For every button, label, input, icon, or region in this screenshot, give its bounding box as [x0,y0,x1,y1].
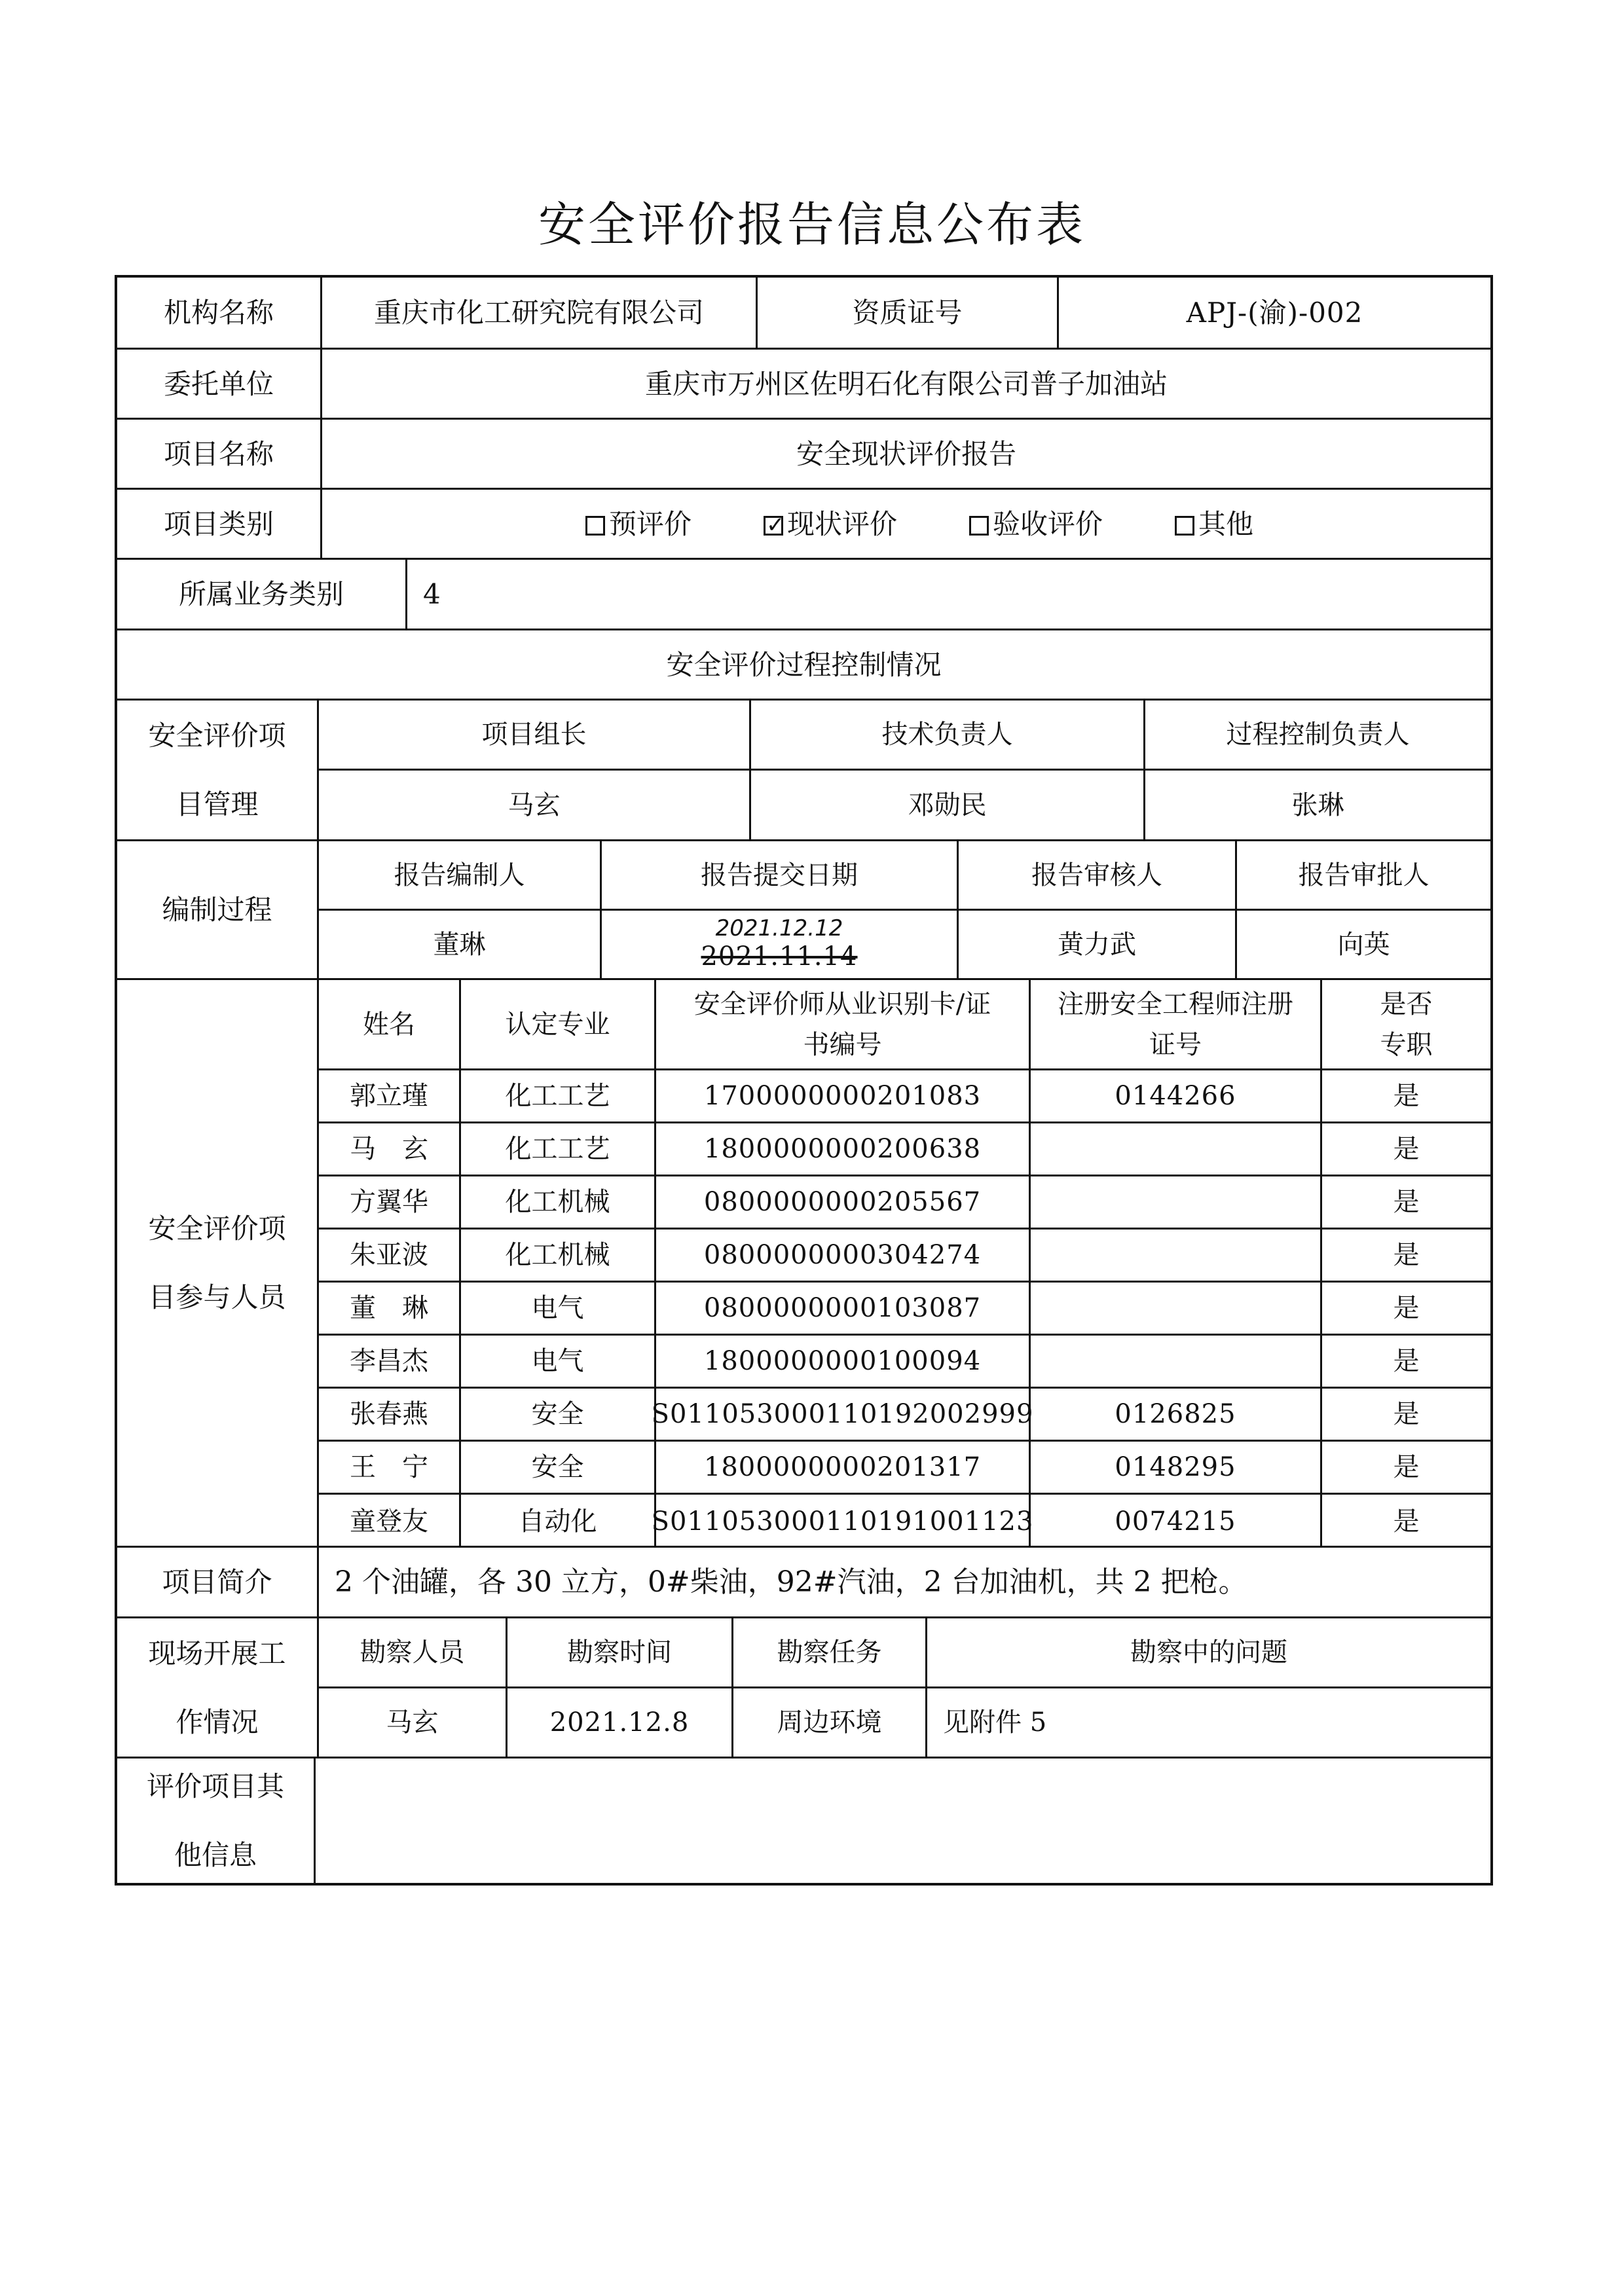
header-registration [1029,980,1320,1070]
header-card [654,980,1029,1070]
checkbox-icon [585,516,605,536]
table-row [317,1070,1490,1123]
site-header: 勘察任务 [731,1618,925,1688]
header-line: 专职 [1380,1029,1433,1060]
header-name: 姓名 [317,980,459,1070]
client-row [117,350,1490,420]
compiler-value: 董琳 [317,911,600,978]
struck-date: 2021.11.14 [701,941,858,972]
compilation-value-row [317,911,1490,978]
approver-value: 向英 [1235,911,1490,978]
participants-header-row [317,980,1490,1070]
other-info-label [117,1758,314,1883]
option-acceptance-evaluation[interactable] [969,503,1103,545]
header-line: 注册安全工程师注册 [1058,989,1293,1019]
management-label [117,701,317,839]
client-value: 重庆市万州区佐明石化有限公司普子加油站 [320,350,1490,418]
participant-name: 郭立瑾 [317,1070,459,1123]
label-line: 安全评价项 [148,720,286,752]
participant-name: 李昌杰 [317,1336,459,1389]
participant-name: 董 琳 [317,1283,459,1336]
participant-full: 是 [1320,1176,1490,1230]
participant-full: 是 [1320,1070,1490,1123]
site-header: 勘察时间 [506,1618,731,1688]
site-label [117,1618,317,1757]
business-category-value: 4 [405,560,1490,629]
management-row [117,701,1490,841]
participant-card: 0800000000103087 [654,1283,1029,1336]
participant-specialty: 化工机械 [459,1176,654,1230]
table-row [317,1123,1490,1176]
option-label: 现状评价 [786,507,897,540]
participant-full: 是 [1320,1389,1490,1442]
participant-name: 童登友 [317,1495,459,1548]
table-row [317,1495,1490,1548]
participant-full: 是 [1320,1283,1490,1336]
header-line: 安全评价师从业识别卡/证 [693,989,991,1019]
participant-name: 朱亚波 [317,1230,459,1283]
header-full-time [1320,980,1490,1070]
compilation-header: 报告审批人 [1235,841,1490,911]
label-line: 评价项目其 [146,1770,284,1802]
header-line: 是否 [1380,989,1433,1019]
participant-card: 1800000000200638 [654,1123,1029,1176]
participant-full: 是 [1320,1123,1490,1176]
site-row [117,1618,1490,1758]
participant-card: 0800000000304274 [654,1230,1029,1283]
table-row [317,1230,1490,1283]
reviewer-value: 黄力武 [957,911,1235,978]
participant-specialty: 安全 [459,1442,654,1495]
surveyor-value: 马玄 [317,1688,506,1757]
participant-card: S011053000110192002999 [654,1389,1029,1442]
management-header: 项目组长 [317,701,749,771]
other-info-value [314,1758,1490,1883]
cert-label: 资质证号 [756,278,1057,348]
table-row [317,1389,1490,1442]
participants-row [117,980,1490,1548]
handwritten-date: 2021.12.12 [715,915,843,941]
other-info-row [117,1758,1490,1883]
business-category-row [117,560,1490,630]
survey-time-value: 2021.12.8 [506,1688,731,1757]
page-title: 安全评价报告信息公布表 [538,197,1086,252]
participant-card: 1800000000100094 [654,1336,1029,1389]
compilation-label: 编制过程 [162,894,272,926]
participant-name: 马 玄 [317,1123,459,1176]
checked-checkbox-icon [764,516,783,536]
survey-issue-value: 见附件 5 [925,1688,1490,1757]
cert-value: APJ-(渝)-002 [1057,278,1490,348]
project-name-label: 项目名称 [163,437,274,470]
summary-value: 2 个油罐，各 30 立方，0#柴油，92#汽油，2 台加油机，共 2 把枪。 [317,1548,1490,1616]
participant-reg [1029,1123,1320,1176]
site-header-row [317,1618,1490,1688]
info-table [115,275,1493,1886]
management-header: 过程控制负责人 [1143,701,1490,771]
participant-reg [1029,1283,1320,1336]
participant-specialty: 化工机械 [459,1230,654,1283]
participant-card: 1700000000201083 [654,1070,1029,1123]
process-lead-value: 张琳 [1143,771,1490,839]
compilation-header: 报告提交日期 [600,841,957,911]
compilation-header: 报告审核人 [957,841,1235,911]
label-line: 目参与人员 [148,1281,286,1313]
site-header: 勘察人员 [317,1618,506,1688]
header-line: 书编号 [803,1029,882,1060]
option-pre-evaluation[interactable] [585,503,692,545]
participant-specialty: 安全 [459,1389,654,1442]
tech-lead-value: 邓勋民 [749,771,1143,839]
participant-card: S011053000110191001123 [654,1495,1029,1548]
project-type-row [117,490,1490,560]
participant-reg: 0148295 [1029,1442,1320,1495]
table-row [317,1283,1490,1336]
participant-reg [1029,1336,1320,1389]
participant-full: 是 [1320,1230,1490,1283]
compilation-header: 报告编制人 [317,841,600,911]
business-category-label: 所属业务类别 [178,578,344,610]
participant-specialty: 自动化 [459,1495,654,1548]
header-specialty: 认定专业 [459,980,654,1070]
survey-task-value: 周边环境 [731,1688,925,1757]
label-line: 安全评价项 [148,1212,286,1245]
process-heading-row [117,630,1490,701]
org-row [117,278,1490,350]
participant-card: 0800000000205567 [654,1176,1029,1230]
participant-reg: 0126825 [1029,1389,1320,1442]
compilation-row [117,841,1490,980]
project-name-row [117,420,1490,490]
participant-name: 张春燕 [317,1389,459,1442]
management-value-row [317,771,1490,839]
option-label: 验收评价 [993,507,1103,540]
option-label: 预评价 [608,507,692,540]
option-other[interactable] [1175,503,1253,545]
management-header: 技术负责人 [749,701,1143,771]
client-label: 委托单位 [163,367,274,400]
site-value-row [317,1688,1490,1757]
summary-row [117,1548,1490,1618]
participant-reg: 0074215 [1029,1495,1320,1548]
org-value: 重庆市化工研究院有限公司 [320,278,756,348]
table-row [317,1176,1490,1230]
label-line: 他信息 [174,1839,257,1871]
participant-full: 是 [1320,1336,1490,1389]
site-header: 勘察中的问题 [925,1618,1490,1688]
project-type-options [320,490,1490,558]
org-label: 机构名称 [163,297,274,329]
checkbox-icon [1175,516,1194,536]
submission-date [600,911,957,978]
participant-specialty: 电气 [459,1336,654,1389]
participants-label [117,980,317,1546]
table-row [317,1336,1490,1389]
option-status-evaluation[interactable] [764,503,897,545]
compilation-header-row [317,841,1490,911]
participant-name: 王 宁 [317,1442,459,1495]
participant-name: 方翼华 [317,1176,459,1230]
table-row [317,1442,1490,1495]
label-line: 现场开展工 [148,1637,286,1669]
label-line: 作情况 [175,1705,259,1738]
participant-full: 是 [1320,1442,1490,1495]
summary-label: 项目简介 [162,1566,272,1598]
team-leader-value: 马玄 [317,771,749,839]
participant-reg [1029,1176,1320,1230]
participant-reg: 0144266 [1029,1070,1320,1123]
participant-card: 1800000000201317 [654,1442,1029,1495]
project-name-value: 安全现状评价报告 [320,420,1490,488]
option-label: 其他 [1198,507,1254,540]
participant-specialty: 化工工艺 [459,1123,654,1176]
label-line: 目管理 [175,788,259,820]
participant-reg [1029,1230,1320,1283]
project-type-label: 项目类别 [163,507,274,540]
participant-specialty: 化工工艺 [459,1070,654,1123]
participant-specialty: 电气 [459,1283,654,1336]
management-header-row [317,701,1490,771]
checkbox-icon [969,516,989,536]
header-line: 证号 [1149,1029,1202,1060]
process-heading: 安全评价过程控制情况 [666,648,942,681]
participant-full: 是 [1320,1495,1490,1548]
